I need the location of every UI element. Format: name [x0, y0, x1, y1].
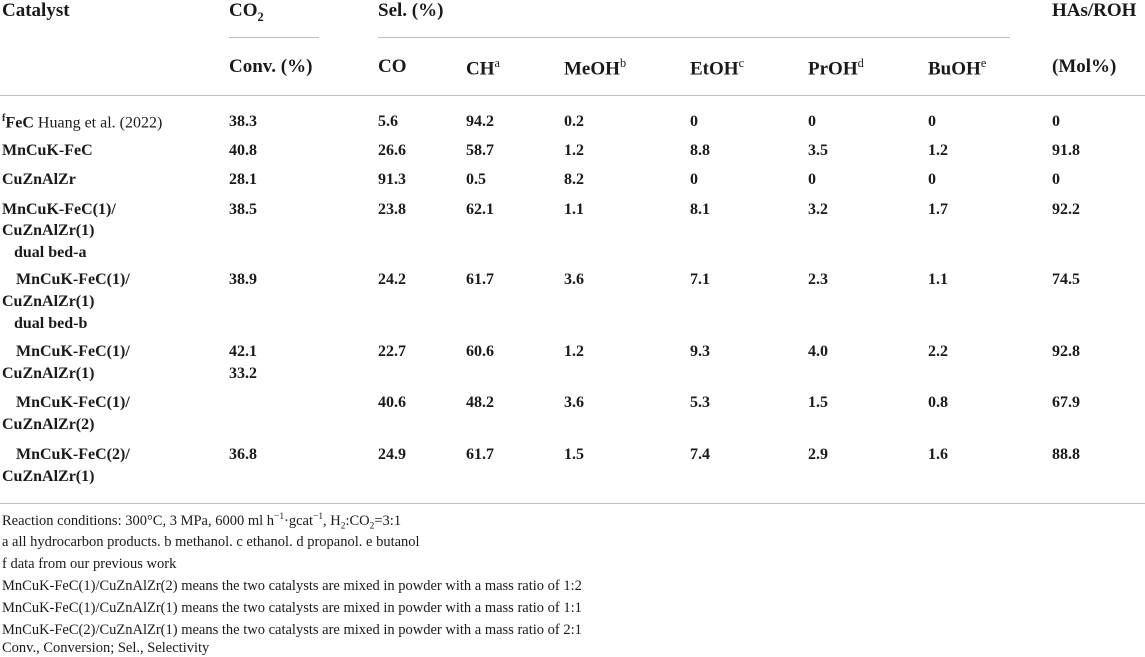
- header-proh: PrOH$^d$: [808, 56, 864, 80]
- footnote-abbreviations: a all hydrocarbon products. b methanol. c ethanol. d propanol. e butanol: [2, 534, 420, 550]
- row-1-ch: 58.7: [466, 142, 494, 159]
- row-1-catalyst: MnCuK-FeC: [2, 142, 93, 159]
- header-has-roh: HAs/ROH: [1052, 0, 1137, 21]
- row-3-meoh: 1.1: [564, 201, 584, 218]
- row-7-conv: 36.8: [229, 446, 257, 463]
- header-mol: (Mol%): [1052, 56, 1117, 77]
- row-3-etoh: 8.1: [690, 201, 710, 218]
- row-5-conv: 42.1: [229, 343, 257, 360]
- header-underline-sel: [378, 37, 1010, 38]
- row-2-meoh: 8.2: [564, 171, 584, 188]
- header-conv: Conv. (%): [229, 56, 313, 77]
- row-0-proh: 0: [808, 113, 816, 130]
- header-etoh: EtOH$^c$: [690, 56, 745, 80]
- row-4-proh: 2.3: [808, 271, 828, 288]
- row-7-buoh: 1.6: [928, 446, 948, 463]
- row-2-ch: 0.5: [466, 171, 486, 188]
- row-4-has: 74.5: [1052, 271, 1080, 288]
- row-3-catalyst-line2: CuZnAlZr(1): [2, 222, 95, 239]
- row-1-proh: 3.5: [808, 142, 828, 159]
- row-0-conv: 38.3: [229, 113, 257, 130]
- row-7-catalyst-line2: CuZnAlZr(1): [2, 468, 95, 485]
- row-5-meoh: 1.2: [564, 343, 584, 360]
- header-co: CO: [378, 56, 407, 77]
- row-5-conv-second: 33.2: [229, 365, 257, 382]
- row-4-etoh: 7.1: [690, 271, 710, 288]
- row-1-co: 26.6: [378, 142, 406, 159]
- row-7-co: 24.9: [378, 446, 406, 463]
- row-2-etoh: 0: [690, 171, 698, 188]
- row-6-proh: 1.5: [808, 394, 828, 411]
- row-5-proh: 4.0: [808, 343, 828, 360]
- row-2-co: 91.3: [378, 171, 406, 188]
- row-3-proh: 3.2: [808, 201, 828, 218]
- row-5-catalyst-line1: MnCuK-FeC(1)/: [16, 343, 130, 360]
- row-7-etoh: 7.4: [690, 446, 710, 463]
- row-6-ch: 48.2: [466, 394, 494, 411]
- row-4-catalyst-line1: MnCuK-FeC(1)/: [16, 271, 130, 288]
- row-2-catalyst: CuZnAlZr: [2, 171, 76, 188]
- row-7-ch: 61.7: [466, 446, 494, 463]
- row-2-buoh: 0: [928, 171, 936, 188]
- row-3-buoh: 1.7: [928, 201, 948, 218]
- header-bottom-rule: [0, 95, 1145, 96]
- table-bottom-rule: [0, 503, 1145, 504]
- row-6-catalyst-line2: CuZnAlZr(2): [2, 416, 95, 433]
- row-1-conv: 40.8: [229, 142, 257, 159]
- row-2-proh: 0: [808, 171, 816, 188]
- header-underline-co2: [229, 37, 319, 38]
- row-4-meoh: 3.6: [564, 271, 584, 288]
- row-4-catalyst-line2: CuZnAlZr(1): [2, 293, 95, 310]
- footnote-previous-work: f data from our previous work: [2, 556, 177, 572]
- row-1-has: 91.8: [1052, 142, 1080, 159]
- row-7-proh: 2.9: [808, 446, 828, 463]
- row-5-etoh: 9.3: [690, 343, 710, 360]
- footnote-legend: Conv., Conversion; Sel., Selectivity: [2, 640, 210, 656]
- header-catalyst: Catalyst: [2, 0, 70, 21]
- row-6-etoh: 5.3: [690, 394, 710, 411]
- row-4-co: 24.2: [378, 271, 406, 288]
- row-1-meoh: 1.2: [564, 142, 584, 159]
- row-4-ch: 61.7: [466, 271, 494, 288]
- row-3-has: 92.2: [1052, 201, 1080, 218]
- row-0-co: 5.6: [378, 113, 398, 130]
- footnote-conditions: Reaction conditions: 300°C, 3 MPa, 6000 ml $h^{-1}\cdot gcat^{-1}$, $H_2:CO_2=3:1$: [2, 512, 402, 532]
- footnote-ratio-1-1: MnCuK-FeC(1)/CuZnAlZr(1) means the two catalysts are mixed in powder with a mass ratio of 1:1: [2, 600, 582, 616]
- row-5-buoh: 2.2: [928, 343, 948, 360]
- row-4-buoh: 1.1: [928, 271, 948, 288]
- row-7-meoh: 1.5: [564, 446, 584, 463]
- row-7-catalyst-line1: MnCuK-FeC(2)/: [16, 446, 130, 463]
- footnote-ratio-2-1: MnCuK-FeC(2)/CuZnAlZr(1) means the two catalysts are mixed in powder with a mass ratio of 2:1: [2, 622, 582, 638]
- row-0-etoh: 0: [690, 113, 698, 130]
- row-5-has: 92.8: [1052, 343, 1080, 360]
- header-buoh: BuOH$^e$: [928, 56, 987, 80]
- row-4-conv: 38.9: [229, 271, 257, 288]
- header-ch: $CH^a$: [466, 56, 500, 80]
- row-6-has: 67.9: [1052, 394, 1080, 411]
- row-3-catalyst-line1: MnCuK-FeC(1)/: [2, 201, 116, 218]
- row-6-catalyst-line1: MnCuK-FeC(1)/: [16, 394, 130, 411]
- row-0-meoh: 0.2: [564, 113, 584, 130]
- row-2-conv: 28.1: [229, 171, 257, 188]
- row-3-conv: 38.5: [229, 201, 257, 218]
- row-6-co: 40.6: [378, 394, 406, 411]
- row-0-buoh: 0: [928, 113, 936, 130]
- row-3-catalyst-line3: dual bed-a: [14, 244, 87, 261]
- row-0-catalyst: $^f$FeC Huang et al. (2022): [2, 113, 163, 132]
- header-selectivity: Sel. (%): [378, 0, 444, 21]
- row-5-catalyst-line2: CuZnAlZr(1): [2, 365, 95, 382]
- row-6-buoh: 0.8: [928, 394, 948, 411]
- header-co2: $CO_2$: [229, 0, 264, 24]
- row-3-ch: 62.1: [466, 201, 494, 218]
- row-1-etoh: 8.8: [690, 142, 710, 159]
- row-2-has: 0: [1052, 171, 1060, 188]
- row-3-co: 23.8: [378, 201, 406, 218]
- row-4-catalyst-line3: dual bed-b: [14, 315, 88, 332]
- row-0-ch: 94.2: [466, 113, 494, 130]
- row-6-meoh: 3.6: [564, 394, 584, 411]
- row-5-ch: 60.6: [466, 343, 494, 360]
- row-0-has: 0: [1052, 113, 1060, 130]
- row-5-co: 22.7: [378, 343, 406, 360]
- row-1-buoh: 1.2: [928, 142, 948, 159]
- header-meoh: MeOH$^b$: [564, 56, 627, 80]
- footnote-ratio-1-2: MnCuK-FeC(1)/CuZnAlZr(2) means the two catalysts are mixed in powder with a mass ratio of 1:2: [2, 578, 582, 594]
- row-7-has: 88.8: [1052, 446, 1080, 463]
